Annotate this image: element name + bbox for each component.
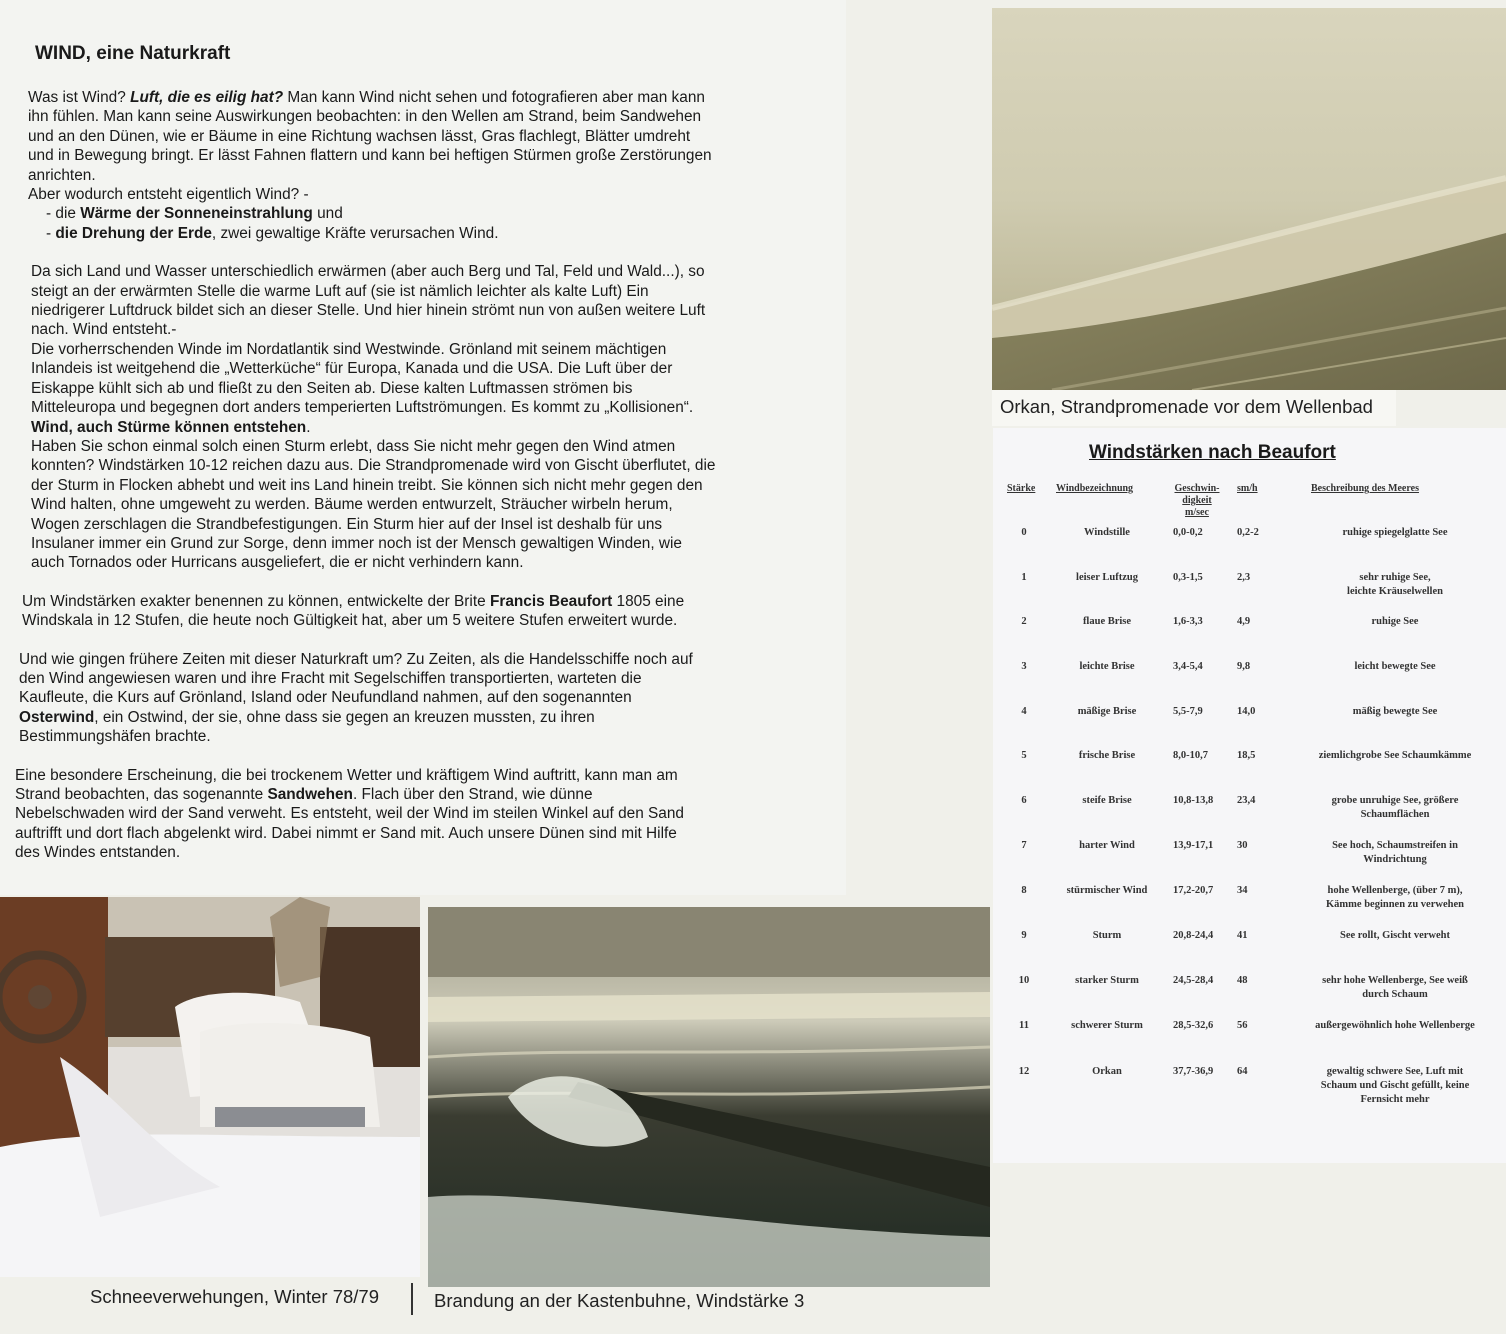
table-row	[993, 1065, 1506, 1125]
desc-line: Schaum und Gischt gefüllt, keine	[1320, 1080, 1470, 1091]
cell-smh: 64	[1237, 1066, 1248, 1077]
bullet-sun	[28, 204, 808, 223]
desc-line: ziemlichgrobe See Schaumkämme	[1318, 750, 1472, 761]
cell-smh: 18,5	[1237, 750, 1256, 761]
cell-staerke: 0	[1021, 527, 1027, 538]
table-row	[993, 660, 1506, 704]
photo-orkan-promenade	[992, 8, 1506, 390]
text-line: und an den Dünen, wie er Bäume in eine Richtung wachsen lässt, Gras flachlegt, Blätter umdreht	[28, 127, 691, 145]
desc-line: sehr ruhige See,	[1359, 572, 1431, 583]
cell-beschreibung	[1285, 660, 1505, 674]
header-staerke: Stärke	[1007, 483, 1036, 494]
photo-snow-drifts	[0, 897, 420, 1277]
cell-staerke: 11	[1019, 1020, 1029, 1031]
paragraph-sandwehen	[15, 766, 808, 863]
caption-divider	[411, 1283, 413, 1315]
desc-line: hohe Wellenberge, (über 7 m),	[1327, 885, 1463, 896]
header-smh: sm/h	[1237, 483, 1258, 494]
text-line: Kaufleute, die Kurs auf Grönland, Island oder Neufundland nahmen, auf den sogenannten	[19, 689, 632, 707]
text-line: ihn fühlen. Man kann seine Auswirkungen beobachten: in den Wellen am Strand, beim Sandwehen	[28, 108, 702, 126]
beaufort-name: Francis Beaufort	[489, 592, 613, 610]
cell-smh: 2,3	[1237, 572, 1251, 583]
cell-bezeichnung: mäßige Brise	[1077, 706, 1137, 717]
desc-line: See rollt, Gischt verweht	[1339, 930, 1451, 941]
table-row	[993, 794, 1506, 838]
cell-bezeichnung: leiser Luftzug	[1076, 572, 1138, 583]
bullet-marker: - die	[46, 205, 81, 223]
text-line: Insulaner immer ein Grund zur Sorge, denn immer noch ist der Mensch gewaltigen Winden, wie	[31, 534, 682, 552]
cell-smh: 0,2-2	[1237, 527, 1259, 538]
header-geschw-1: Geschwin-	[1174, 483, 1220, 494]
table-row	[993, 705, 1506, 749]
bullet-earth	[28, 224, 808, 243]
text-line: Windskala in 12 Stufen, die heute noch Gültigkeit hat, aber um 5 weitere Stufen erweitert wurde.	[22, 612, 678, 630]
cell-ms: 13,9-17,1	[1173, 840, 1214, 851]
beaufort-text: Um Windstärken exakter benennen zu können, entwickelte der Brite	[22, 592, 490, 610]
header-geschw-3: m/sec	[1185, 507, 1209, 518]
text-line: Eiskappe kühlt sich ab und fließt zu den Seiten ab. Diese kalten Luftmassen strömen bis	[31, 379, 633, 397]
header-geschwindigkeit	[1168, 483, 1226, 519]
beaufort-table-title: Windstärken nach Beaufort	[1089, 442, 1336, 463]
storm-bold-line: Wind, auch Stürme können entstehen	[31, 418, 307, 436]
cell-beschreibung	[1285, 571, 1505, 599]
cell-smh: 4,9	[1237, 616, 1251, 627]
photo-surf-kastenbuhne	[428, 907, 990, 1287]
cell-bezeichnung: Orkan	[1092, 1066, 1122, 1077]
text-line: Wogen zerschlagen die Strandbefestigungen. Ein Sturm hier auf der Insel ist deshalb für uns	[31, 515, 663, 533]
table-row	[993, 526, 1506, 570]
cell-beschreibung	[1285, 884, 1505, 912]
text-line: auftrifft und dort flach abgelenkt wird. Dabei nimmt er Sand mit. Auch unsere Dünen sind mit Hilfe	[15, 824, 677, 842]
cell-bezeichnung: steife Brise	[1082, 795, 1132, 806]
text-line: und in Bewegung bringt. Er lässt Fahnen flattern und kann bei heftigen Stürmen große Zerstörungen	[28, 147, 712, 165]
header-beschreibung: Beschreibung des Meeres	[1311, 483, 1419, 494]
beaufort-year: 1805 eine	[612, 592, 685, 610]
desc-line: Kämme beginnen zu verwehen	[1326, 899, 1464, 910]
desc-line: durch Schaum	[1362, 989, 1428, 1000]
desc-line: leichte Kräuselwellen	[1347, 586, 1443, 597]
desc-line: Fernsicht mehr	[1360, 1094, 1430, 1105]
cell-beschreibung	[1285, 974, 1505, 1002]
sand-text: Strand beobachten, das sogenannte	[15, 786, 268, 803]
paragraph-history	[19, 650, 808, 747]
article-panel	[0, 0, 846, 895]
cell-beschreibung	[1285, 705, 1505, 719]
desc-line: leicht bewegte See	[1354, 661, 1436, 672]
table-row	[993, 929, 1506, 973]
text-line: den Wind angewiesen waren und ihre Fracht mit Segelschiffen transportierten, warteten die	[19, 669, 642, 687]
cell-staerke: 9	[1021, 930, 1027, 941]
cell-ms: 20,8-24,4	[1173, 930, 1214, 941]
cell-bezeichnung: frische Brise	[1078, 750, 1136, 761]
desc-line: gewaltig schwere See, Luft mit	[1326, 1066, 1464, 1077]
cell-staerke: 2	[1021, 616, 1027, 627]
desc-line: See hoch, Schaumstreifen in	[1332, 840, 1458, 851]
cell-bezeichnung: Windstille	[1084, 527, 1130, 538]
caption-brandung: Brandung an der Kastenbuhne, Windstärke 3	[434, 1290, 805, 1311]
surf-photo-image	[428, 907, 990, 1287]
cell-staerke: 6	[1021, 795, 1027, 806]
bullet-rest: und	[312, 205, 343, 223]
text-line: des Windes entstanden.	[15, 844, 181, 862]
paragraph-origin	[31, 262, 808, 573]
sand-text-rest: . Flach über den Strand, wie dünne	[352, 786, 593, 803]
cell-ms: 8,0-10,7	[1173, 750, 1208, 761]
text-line: Da sich Land und Wasser unterschiedlich erwärmen (aber auch Berg und Tal, Feld und Wald...), so	[31, 263, 705, 281]
cell-beschreibung	[1285, 526, 1505, 540]
cell-ms: 37,7-36,9	[1173, 1066, 1214, 1077]
cell-ms: 0,0-0,2	[1173, 527, 1203, 538]
desc-line: Windrichtung	[1363, 854, 1427, 865]
text-line: anrichten.	[28, 166, 96, 184]
cell-bezeichnung: flaue Brise	[1082, 616, 1132, 627]
cell-beschreibung	[1285, 615, 1505, 629]
text-line: auch Tornados oder Hurricans ausgeliefert, die er nicht verhindern kann.	[31, 554, 524, 572]
text-line: Aber wodurch entsteht eigentlich Wind? -	[28, 186, 309, 204]
cell-bezeichnung: harter Wind	[1079, 840, 1135, 851]
article-title: WIND, eine Naturkraft	[35, 43, 231, 64]
osterwind-text: , ein Ostwind, der sie, ohne dass sie gegen an kreuzen mussten, zu ihren	[94, 708, 595, 726]
text-line: Inlandeis ist weitgehend die „Wetterküche“ für Europa, Kanada und die USA. Die Luft über der	[31, 360, 673, 378]
caption-schnee: Schneeverwehungen, Winter 78/79	[90, 1286, 379, 1307]
desc-line: ruhige See	[1371, 616, 1419, 627]
article-body	[15, 88, 808, 882]
text-line: Mitteleuropa und begegnen dort anders temperierten Luftströmungen. Es kommt zu „Kollisionen“.	[31, 399, 694, 417]
table-row	[993, 615, 1506, 659]
text-line: Bestimmungshäfen brachte.	[19, 728, 211, 746]
osterwind-term: Osterwind	[19, 708, 95, 726]
cell-beschreibung	[1285, 839, 1505, 867]
table-row	[993, 749, 1506, 793]
cell-ms: 5,5-7,9	[1173, 706, 1203, 717]
text-line: Und wie gingen frühere Zeiten mit dieser Naturkraft um? Zu Zeiten, als die Handelsschiffe noch auf	[19, 650, 693, 668]
caption-orkan: Orkan, Strandpromenade vor dem Wellenbad	[1000, 396, 1373, 417]
text-line: Nebelschwaden wird der Sand verweht. Es entsteht, weil der Wind im steilen Winkel auf den Sand	[15, 805, 684, 823]
cell-beschreibung	[1285, 1019, 1505, 1033]
desc-line: sehr hohe Wellenberge, See weiß	[1322, 975, 1468, 986]
text-line: niedrigerer Luftdruck bildet sich an dieser Stelle. Und hier hinein strömt nun von außen weitere Luft	[31, 302, 706, 320]
cell-staerke: 7	[1021, 840, 1027, 851]
paragraph-intro	[28, 88, 808, 243]
cell-bezeichnung: leichte Brise	[1079, 661, 1135, 672]
cell-ms: 10,8-13,8	[1173, 795, 1214, 806]
header-geschw-2: digkeit	[1182, 495, 1212, 506]
cell-staerke: 1	[1021, 572, 1027, 583]
orkan-photo-image	[992, 8, 1506, 390]
cell-ms: 1,6-3,3	[1173, 616, 1203, 627]
table-row	[993, 884, 1506, 928]
text-line: der Sturm in Flocken abhebt und weit ins Land hinein treibt. Sie können sich nicht mehr gegen den	[31, 476, 703, 494]
cell-staerke: 12	[1018, 1066, 1030, 1077]
intro-text: Was ist Wind?	[28, 89, 131, 106]
text-line: konnten? Windstärken 10-12 reichen dazu aus. Die Strandpromenade wird von Gischt überflutet, die	[31, 457, 716, 475]
cell-staerke: 8	[1021, 885, 1027, 896]
cell-beschreibung	[1285, 749, 1505, 763]
cell-ms: 17,2-20,7	[1173, 885, 1214, 896]
bullet-bold: Wärme der Sonneneinstrahlung	[80, 205, 313, 223]
cell-smh: 23,4	[1237, 795, 1256, 806]
cell-smh: 56	[1237, 1020, 1248, 1031]
cell-bezeichnung: Sturm	[1092, 930, 1122, 941]
cell-ms: 0,3-1,5	[1173, 572, 1203, 583]
cell-staerke: 3	[1021, 661, 1027, 672]
text-line: Wind halten, ohne umgeweht zu werden. Bäume werden entwurzelt, Sträucher wirbeln herum,	[31, 496, 673, 514]
snow-photo-image	[0, 897, 420, 1277]
desc-line: ruhige spiegelglatte See	[1342, 527, 1448, 538]
cell-smh: 30	[1237, 840, 1248, 851]
cell-beschreibung	[1285, 1065, 1505, 1107]
text-line: Haben Sie schon einmal solch einen Sturm erlebt, dass Sie nicht mehr gegen den Wind atmen	[31, 437, 676, 455]
text-line: steigt an der erwärmten Stelle die warme Luft auf (sie ist nämlich leichter als kalte Luft) Ein	[31, 282, 649, 300]
bullet-bold: die Drehung der Erde	[55, 224, 212, 242]
paragraph-beaufort	[22, 592, 808, 631]
cell-smh: 34	[1237, 885, 1248, 896]
cell-beschreibung	[1285, 929, 1505, 943]
cell-smh: 14,0	[1237, 706, 1256, 717]
cell-smh: 9,8	[1237, 661, 1251, 672]
intro-emphasis: Luft, die es eilig hat?	[130, 89, 284, 106]
cell-smh: 48	[1237, 975, 1248, 986]
table-row	[993, 974, 1506, 1018]
table-row	[993, 1019, 1506, 1063]
desc-line: außergewöhnlich hohe Wellenberge	[1315, 1020, 1475, 1031]
desc-line: Schaumflächen	[1360, 809, 1430, 820]
cell-ms: 28,5-32,6	[1173, 1020, 1214, 1031]
text-line: Eine besondere Erscheinung, die bei trockenem Wetter und kräftigem Wind auftritt, kann man am	[15, 766, 678, 784]
cell-staerke: 10	[1018, 975, 1030, 986]
intro-rest: Man kann Wind nicht sehen und fotografieren aber man kann	[283, 89, 705, 106]
bullet-rest: , zwei gewaltige Kräfte verursachen Wind.	[211, 224, 499, 242]
table-row	[993, 839, 1506, 883]
desc-line: grobe unruhige See, größere	[1331, 795, 1459, 806]
storm-bold-end: .	[306, 418, 311, 436]
text-line: Die vorherrschenden Winde im Nordatlantik sind Westwinde. Grönland mit seinem mächtigen	[31, 340, 667, 358]
header-windbezeichnung: Windbezeichnung	[1056, 483, 1134, 494]
desc-line: mäßig bewegte See	[1352, 706, 1438, 717]
beaufort-table	[993, 428, 1506, 1163]
cell-ms: 3,4-5,4	[1173, 661, 1203, 672]
sandwehen-term: Sandwehen	[267, 786, 353, 803]
bullet-marker: -	[46, 224, 56, 242]
text-line: nach. Wind entsteht.-	[31, 321, 177, 339]
cell-staerke: 4	[1021, 706, 1027, 717]
cell-bezeichnung: starker Sturm	[1075, 975, 1139, 986]
table-row	[993, 571, 1506, 615]
cell-staerke: 5	[1021, 750, 1027, 761]
cell-beschreibung	[1285, 794, 1505, 822]
cell-ms: 24,5-28,4	[1173, 975, 1214, 986]
cell-bezeichnung: stürmischer Wind	[1066, 885, 1148, 896]
cell-bezeichnung: schwerer Sturm	[1071, 1020, 1143, 1031]
cell-smh: 41	[1237, 930, 1248, 941]
